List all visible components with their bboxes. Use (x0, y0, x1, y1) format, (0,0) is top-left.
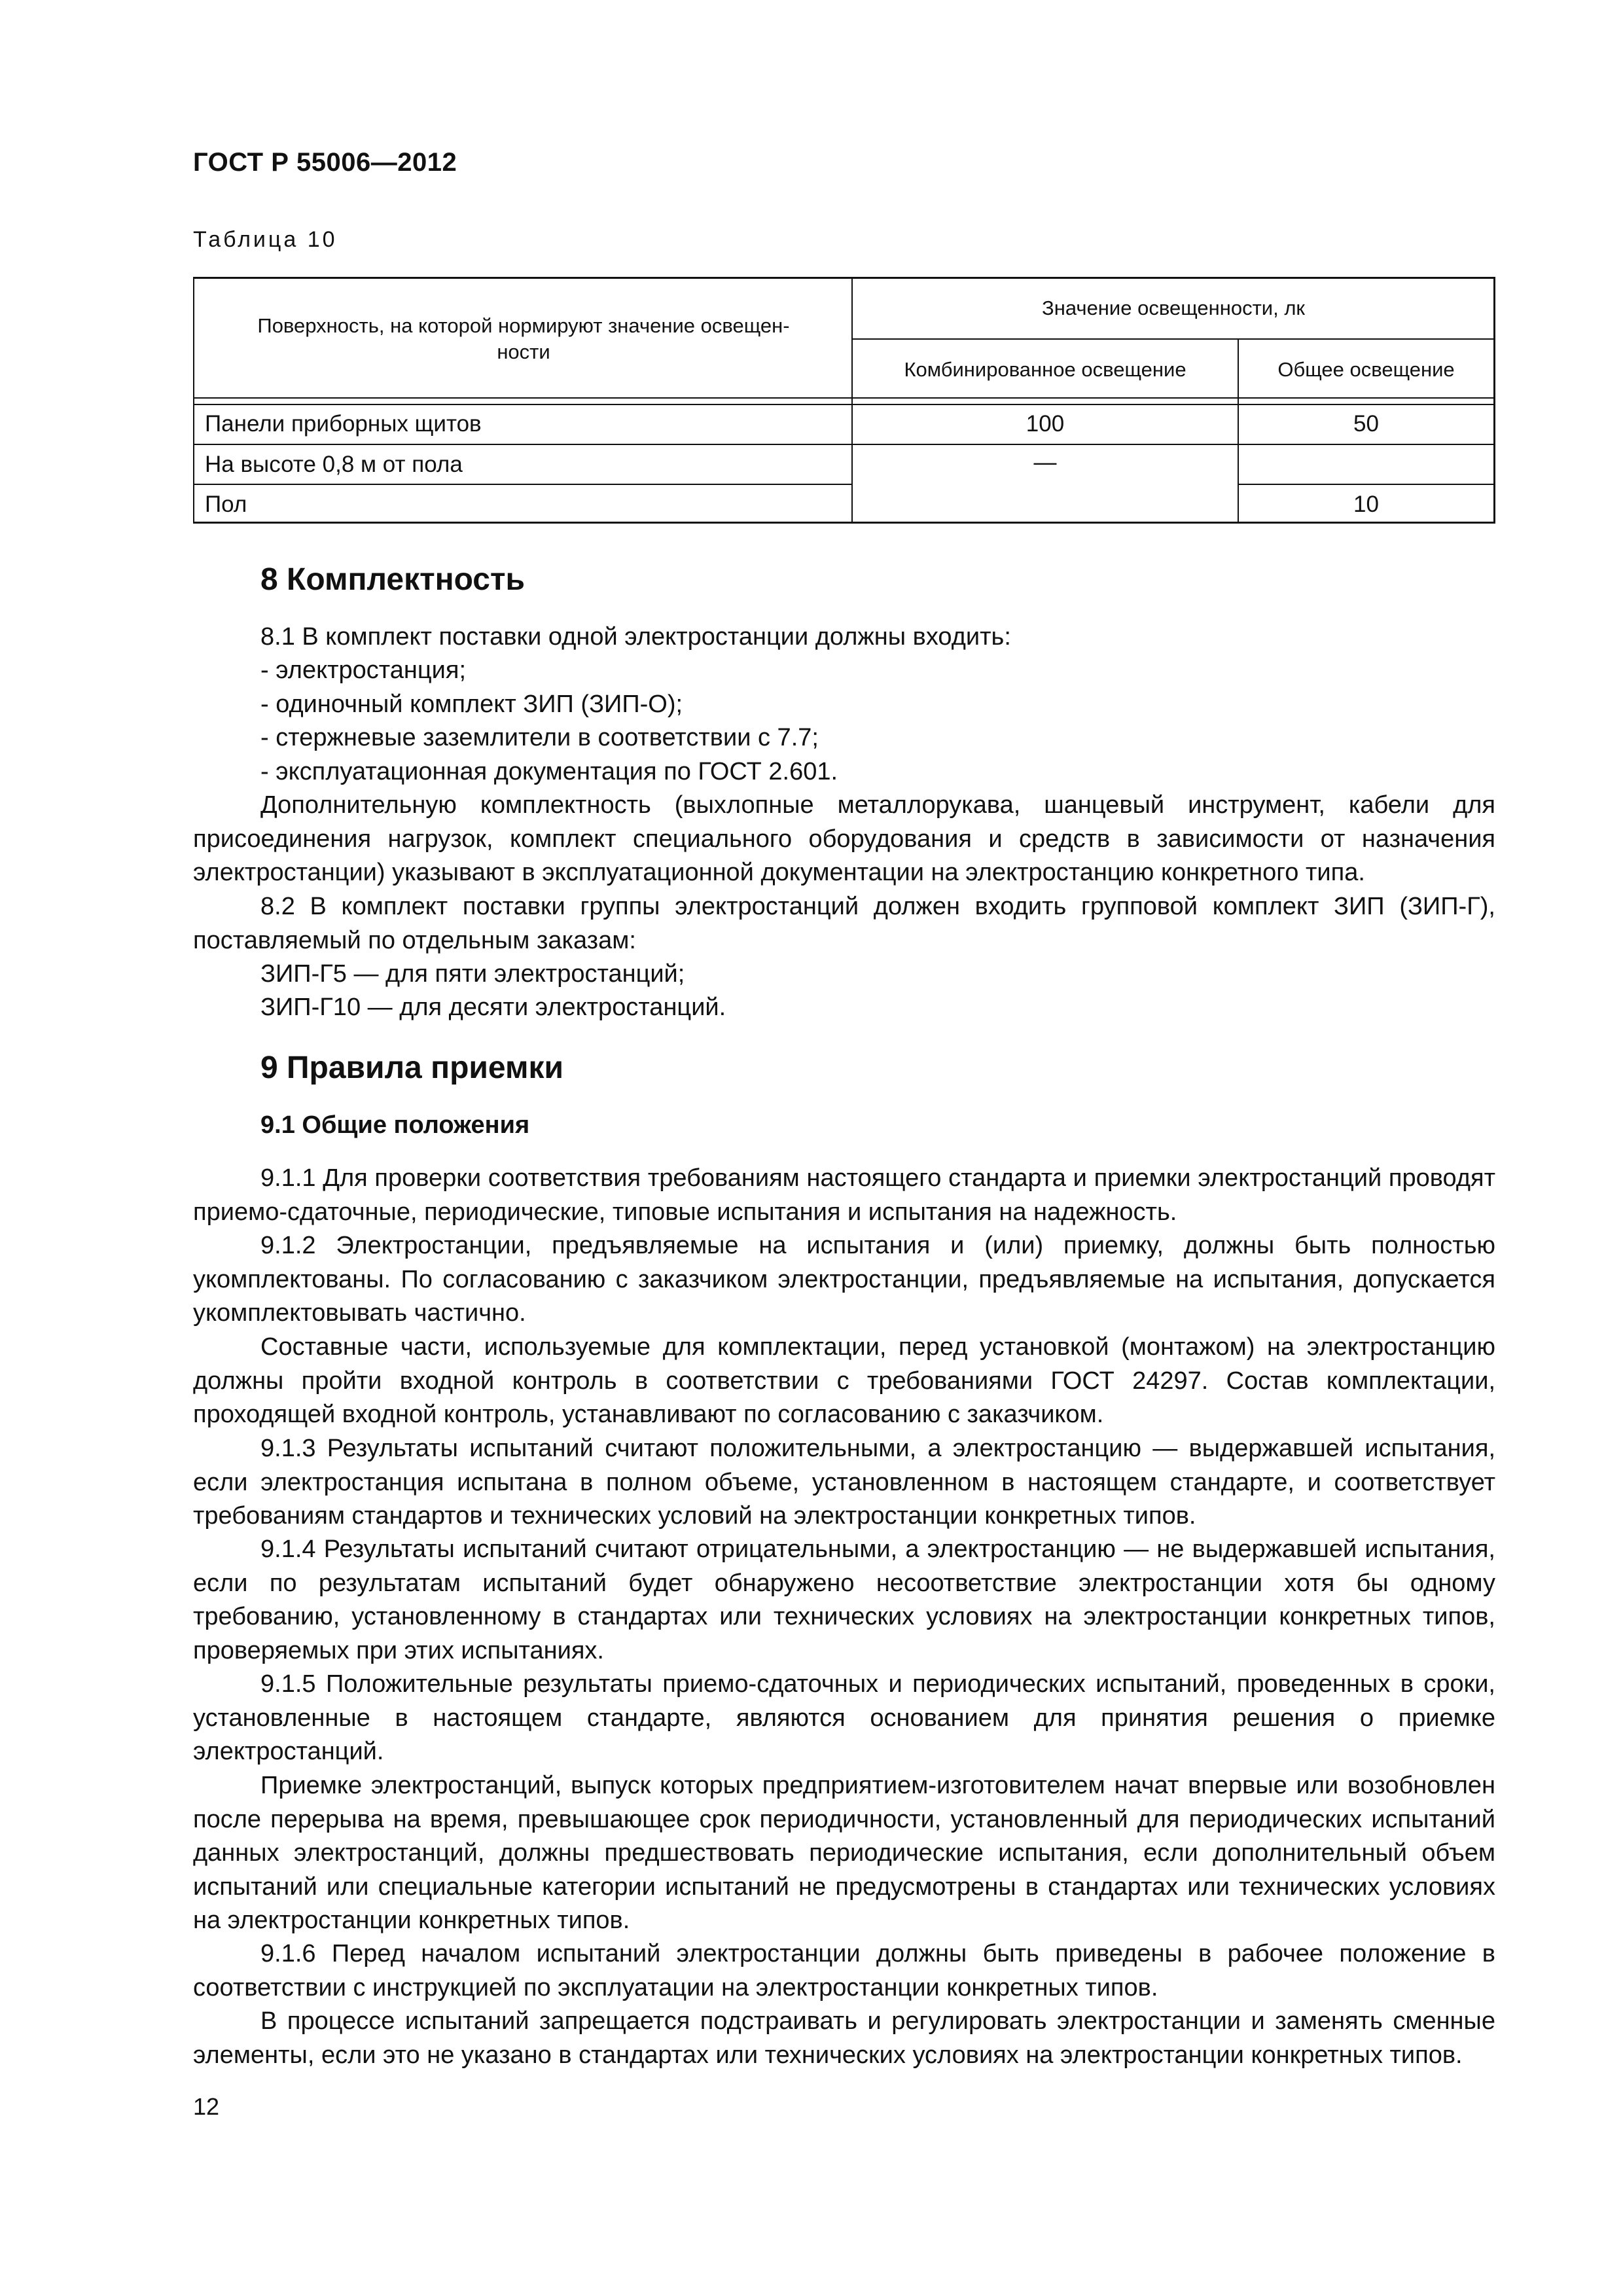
paragraph-9-1-2: 9.1.2 Электростанции, предъявляемые на испытания и (или) приемку, должны быть полностью укомплектованы. По согласованию с заказчиком электростанции, предъявляемые на испытания, допускается укомплектовывать частично. (193, 1232, 1495, 1327)
paragraph-8-2: 8.2 В комплект поставки группы электростанций должен входить групповой комплект ЗИП (ЗИП-Г), поставляемый по отдельным заказам: (193, 893, 1495, 954)
table-row-combined: 100 (1026, 411, 1065, 437)
column-group-header-illumination: Значение освещенности, лк (1042, 296, 1305, 319)
table-row-general: 50 (1353, 411, 1379, 437)
section-8-title: 8 Комплектность (260, 562, 525, 597)
illumination-table (193, 277, 1495, 524)
column-header-general: Общее освещение (1277, 358, 1455, 381)
paragraph-9-1-4: 9.1.4 Результаты испытаний считают отрицательными, а электростанцию — не выдержавшей испытания, если по результатам испытаний будет обнаружено несоответствие электростанции хотя бы одному требованию, установленному в стандартах или технических условиях на электростанции конкретных типов, проверяемых при этих испытаниях. (193, 1535, 1495, 1664)
paragraph-9-1-5: 9.1.5 Положительные результаты приемо-сдаточных и периодических испытаний, проведенных в сроки, установленные в настоящем стандарте, являются основанием для принятия решения о приемке электростанций. (193, 1670, 1495, 1765)
list-item: - эксплуатационная документация по ГОСТ 2.601. (260, 758, 838, 785)
list-item: - стержневые заземлители в соответствии с 7.7; (260, 724, 819, 751)
subsection-9-1-title: 9.1 Общие положения (260, 1111, 530, 1139)
section-9-title: 9 Правила приемки (260, 1050, 564, 1085)
paragraph-8-1: 8.1 В комплект поставки одной электростанции должны входить: (260, 623, 1011, 651)
list-item: ЗИП-Г5 — для пяти электростанций; (260, 960, 685, 988)
table-row-general: 10 (1353, 492, 1379, 517)
paragraph-9-1-1: 9.1.1 Для проверки соответствия требованиям настоящего стандарта и приемки электростанций проводят приемо-сдаточные, периодические, типовые испытания и испытания на надежность. (193, 1164, 1495, 1226)
paragraph-components: Составные части, используемые для комплектации, перед установкой (монтажом) на электростанцию должны пройти входной контроль в соответствии с требованиями ГОСТ 24297. Состав комплектации, проходящей входной контроль, устанавливают по согласованию с заказчиком. (193, 1333, 1495, 1428)
list-item: - одиночный комплект ЗИП (ЗИП-О); (260, 691, 683, 718)
table-caption: Таблица 10 (193, 227, 338, 252)
table-row-surface: На высоте 0,8 м от пола (205, 452, 463, 477)
page-number: 12 (193, 2093, 220, 2120)
paragraph-acceptance: Приемке электростанций, выпуск которых предприятием-изготовителем начат впервые или возобновлен после перерыва на время, превышающее срок периодичности, установленный для периодических испытаний данных электростанций, должны предшествовать периодические испытания, если дополнительный объем испытаний или специальные категории испытаний не предусмотрены в стандартах или технических условиях на электростанции конкретных типов. (193, 1772, 1495, 1934)
column-header-surface: Поверхность, на которой нормируют значение освещен- ности (257, 314, 790, 363)
table-row-surface: Панели приборных щитов (205, 411, 482, 437)
paragraph-additional-completeness: Дополнительную комплектность (выхлопные металлорукава, шанцевый инструмент, кабели для присоединения нагрузок, комплект специального оборудования и средств в зависимости от назначения электростанции) указывают в эксплуатационной документации на электростанцию конкретного типа. (193, 791, 1495, 886)
list-item: ЗИП-Г10 — для десяти электростанций. (260, 994, 726, 1021)
paragraph-9-1-3: 9.1.3 Результаты испытаний считают положительными, а электростанцию — выдержавшей испытания, если электростанция испытана в полном объеме, установленном в настоящем стандарте, и соответствует требованиям стандартов и технических условий на электростанции конкретных типов. (193, 1435, 1495, 1530)
table-row-combined: — (1033, 450, 1057, 475)
paragraph-9-1-6: 9.1.6 Перед началом испытаний электростанции должны быть приведены в рабочее положение в соответствии с инструкцией по эксплуатации на электростанции конкретных типов. (193, 1940, 1495, 2001)
paragraph-testing-process: В процессе испытаний запрещается подстраивать и регулировать электростанции и заменять сменные элементы, если это не указано в стандартах или технических условиях на электростанции конкретных типов. (193, 2007, 1495, 2069)
table-row-surface: Пол (205, 492, 247, 517)
list-item: - электростанция; (260, 656, 467, 684)
column-header-combined: Комбинированное освещение (904, 358, 1186, 381)
document-header: ГОСТ Р 55006—2012 (193, 148, 457, 177)
